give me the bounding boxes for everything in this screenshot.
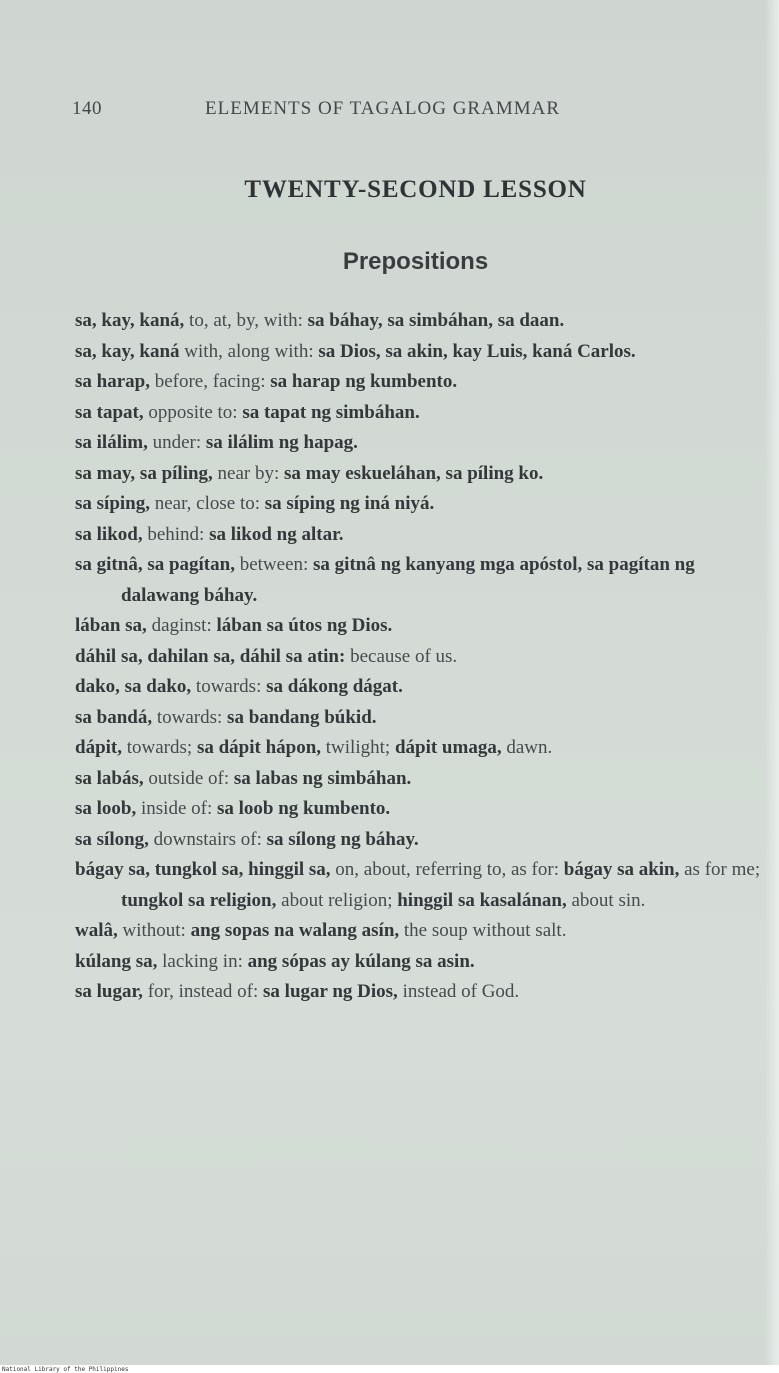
preposition-entry [75,855,765,916]
english-gloss: towards: [191,676,267,697]
tagalog-term: sa loob, [75,798,137,819]
tagalog-term: sa labas ng simbáhan. [233,767,412,789]
tagalog-term: sa dápit hápon, [196,737,322,758]
tagalog-term: dako, sa dako, [75,676,192,697]
tagalog-term: sa may eskueláhan, sa píling ko. [284,462,544,484]
tagalog-term: sa dákong dágat. [266,676,403,697]
english-gloss: twilight; [321,737,395,758]
tagalog-term: ang sópas ay kúlang sa asin. [247,950,475,972]
english-gloss: about religion; [276,889,398,911]
english-gloss: inside of: [136,798,217,819]
running-header [72,98,632,124]
page-number: 140 [72,98,102,119]
tagalog-term: sa likod ng altar. [209,523,344,545]
preposition-entry [75,367,765,398]
tagalog-term: sa loob ng kumbento. [217,798,391,819]
preposition-entry [75,337,765,368]
tagalog-term: sa sílong, [75,828,149,850]
tagalog-term: sa síping, [75,493,150,514]
tagalog-term: sa lugar, [75,981,143,1002]
tagalog-term: bágay sa, tungkol sa, hinggil sa, [75,859,331,880]
tagalog-term: sa ilálim, [75,432,148,453]
english-gloss: daginst: [146,615,217,636]
tagalog-term: kúlang sa, [75,950,158,972]
tagalog-term: hinggil sa kasalánan, [397,889,567,911]
english-gloss: because of us. [345,645,458,667]
english-gloss: towards: [152,706,228,728]
preposition-entry [75,825,765,856]
tagalog-term: sa gitnâ, sa pagítan, [75,554,235,575]
preposition-entry [75,733,765,764]
preposition-entry [75,977,765,1008]
tagalog-term: lában sa útos ng Dios. [216,615,393,636]
preposition-entry [75,550,765,611]
english-gloss: dawn. [501,737,553,758]
section-title: Prepositions [342,248,489,275]
english-gloss: about sin. [566,889,646,911]
english-gloss: without: [117,920,191,941]
english-gloss: for, instead of: [142,981,264,1002]
tagalog-term: sa sílong ng báhay. [266,828,419,850]
english-gloss: lacking in: [157,950,248,972]
english-gloss: the soup without salt. [399,920,567,941]
english-gloss: on, about, referring to, as for: [330,859,564,880]
preposition-entry [75,916,765,947]
preposition-entry [75,672,765,703]
english-gloss: before, facing: [149,371,271,392]
english-gloss: towards; [122,737,197,758]
tagalog-term: dápit, [75,737,122,758]
tagalog-term: sa, kay, kaná [75,340,180,362]
english-gloss: behind: [142,523,210,545]
english-gloss: with, along with: [179,340,319,362]
preposition-entry [75,489,765,520]
tagalog-term: sa síping ng iná niyá. [264,493,435,514]
tagalog-term: dáhil sa, dahilan sa, dáhil sa atin: [75,645,346,667]
tagalog-term: sa harap ng kumbento. [270,371,458,392]
preposition-entry [75,642,765,673]
tagalog-term: sa báhay, sa simbáhan, sa daan. [307,310,565,331]
running-title: ELEMENTS OF TAGALOG GRAMMAR [205,98,561,119]
tagalog-term: sa gitnâ ng kanyang mga apóstol, sa pagítan ng dalawang báhay. [121,554,695,606]
preposition-entry [75,459,765,490]
tagalog-term: sa tapat ng simbáhan. [242,401,420,423]
tagalog-term: sa, kay, kaná, [75,310,185,331]
preposition-entry [75,947,765,978]
english-gloss: downstairs of: [148,828,267,850]
preposition-list [75,306,765,1008]
english-gloss: near by: [212,462,285,484]
english-gloss: under: [147,432,206,453]
preposition-entry [75,398,765,429]
preposition-entry [75,611,765,642]
tagalog-term: sa harap, [75,371,150,392]
tagalog-term: ang sopas na walang asín, [190,920,400,941]
tagalog-term: sa Dios, sa akin, kay Luis, kaná Carlos. [318,340,636,362]
tagalog-term: sa labás, [75,767,144,789]
preposition-entry [75,428,765,459]
tagalog-term: sa bandá, [75,706,153,728]
english-gloss: as for me; [679,859,761,880]
tagalog-term: sa likod, [75,523,143,545]
english-gloss: near, close to: [149,493,265,514]
preposition-entry [75,306,765,337]
footer-credit: National Library of the Philippines [2,1366,129,1373]
tagalog-term: sa tapat, [75,401,144,423]
english-gloss: between: [234,554,314,575]
lesson-title: TWENTY-SECOND LESSON [244,176,587,203]
tagalog-term: walâ, [75,920,118,941]
tagalog-term: sa ilálim ng hapag. [205,432,358,453]
preposition-entry [75,703,765,734]
preposition-entry [75,520,765,551]
preposition-entry [75,764,765,795]
english-gloss: outside of: [143,767,234,789]
tagalog-term: sa bandang búkid. [227,706,377,728]
english-gloss: instead of God. [397,981,520,1002]
tagalog-term: sa may, sa píling, [75,462,213,484]
tagalog-term: tungkol sa religion, [121,889,277,911]
tagalog-term: bágay sa akin, [563,859,680,880]
english-gloss: to, at, by, with: [184,310,308,331]
tagalog-term: sa lugar ng Dios, [263,981,398,1002]
tagalog-term: lában sa, [75,615,147,636]
tagalog-term: dápit umaga, [394,737,502,758]
english-gloss: opposite to: [143,401,243,423]
preposition-entry [75,794,765,825]
